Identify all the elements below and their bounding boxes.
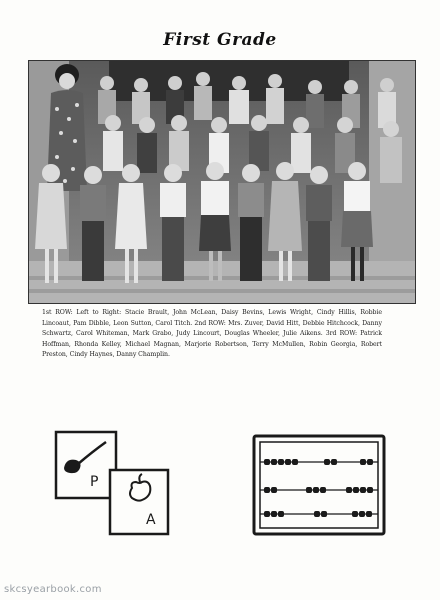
card-bottom-letter: A (146, 512, 156, 528)
class-photo (28, 60, 416, 304)
site-watermark: skcsyearbook.com (4, 584, 102, 595)
alphabet-cards-drawing (52, 428, 172, 538)
class-photo-image (29, 61, 415, 303)
page-title: First Grade (163, 30, 277, 50)
abacus-beads (264, 459, 373, 517)
card-top-letter: P (90, 474, 99, 490)
abacus-frame (254, 436, 384, 534)
abacus-drawing (252, 434, 386, 536)
photo-caption: 1st ROW: Left to Right: Stacie Brault, John McLean, Daisy Bevins, Lewis Wright, Cindy Hillis, Robbie Lincoaut, Pam Dibble, Leon Sutton, Carol Titch. 2nd ROW: Mrs. Zuver, David Hitt, Debbie Hitchcock, Danny Schwartz, Carol Whiteman, Mark Grabo, Judy Lincourt, Douglas Wheeler, Julie Aikens. 3rd ROW: Patrick Hoffman, Rhonda Kelley, Michael Magnan, Marjorie Robertson, Terry McMullen, Robin Georgia, Robert Preston, Cindy Haynes, Danny Champlin. (42, 309, 382, 359)
pipe-icon (64, 460, 81, 473)
